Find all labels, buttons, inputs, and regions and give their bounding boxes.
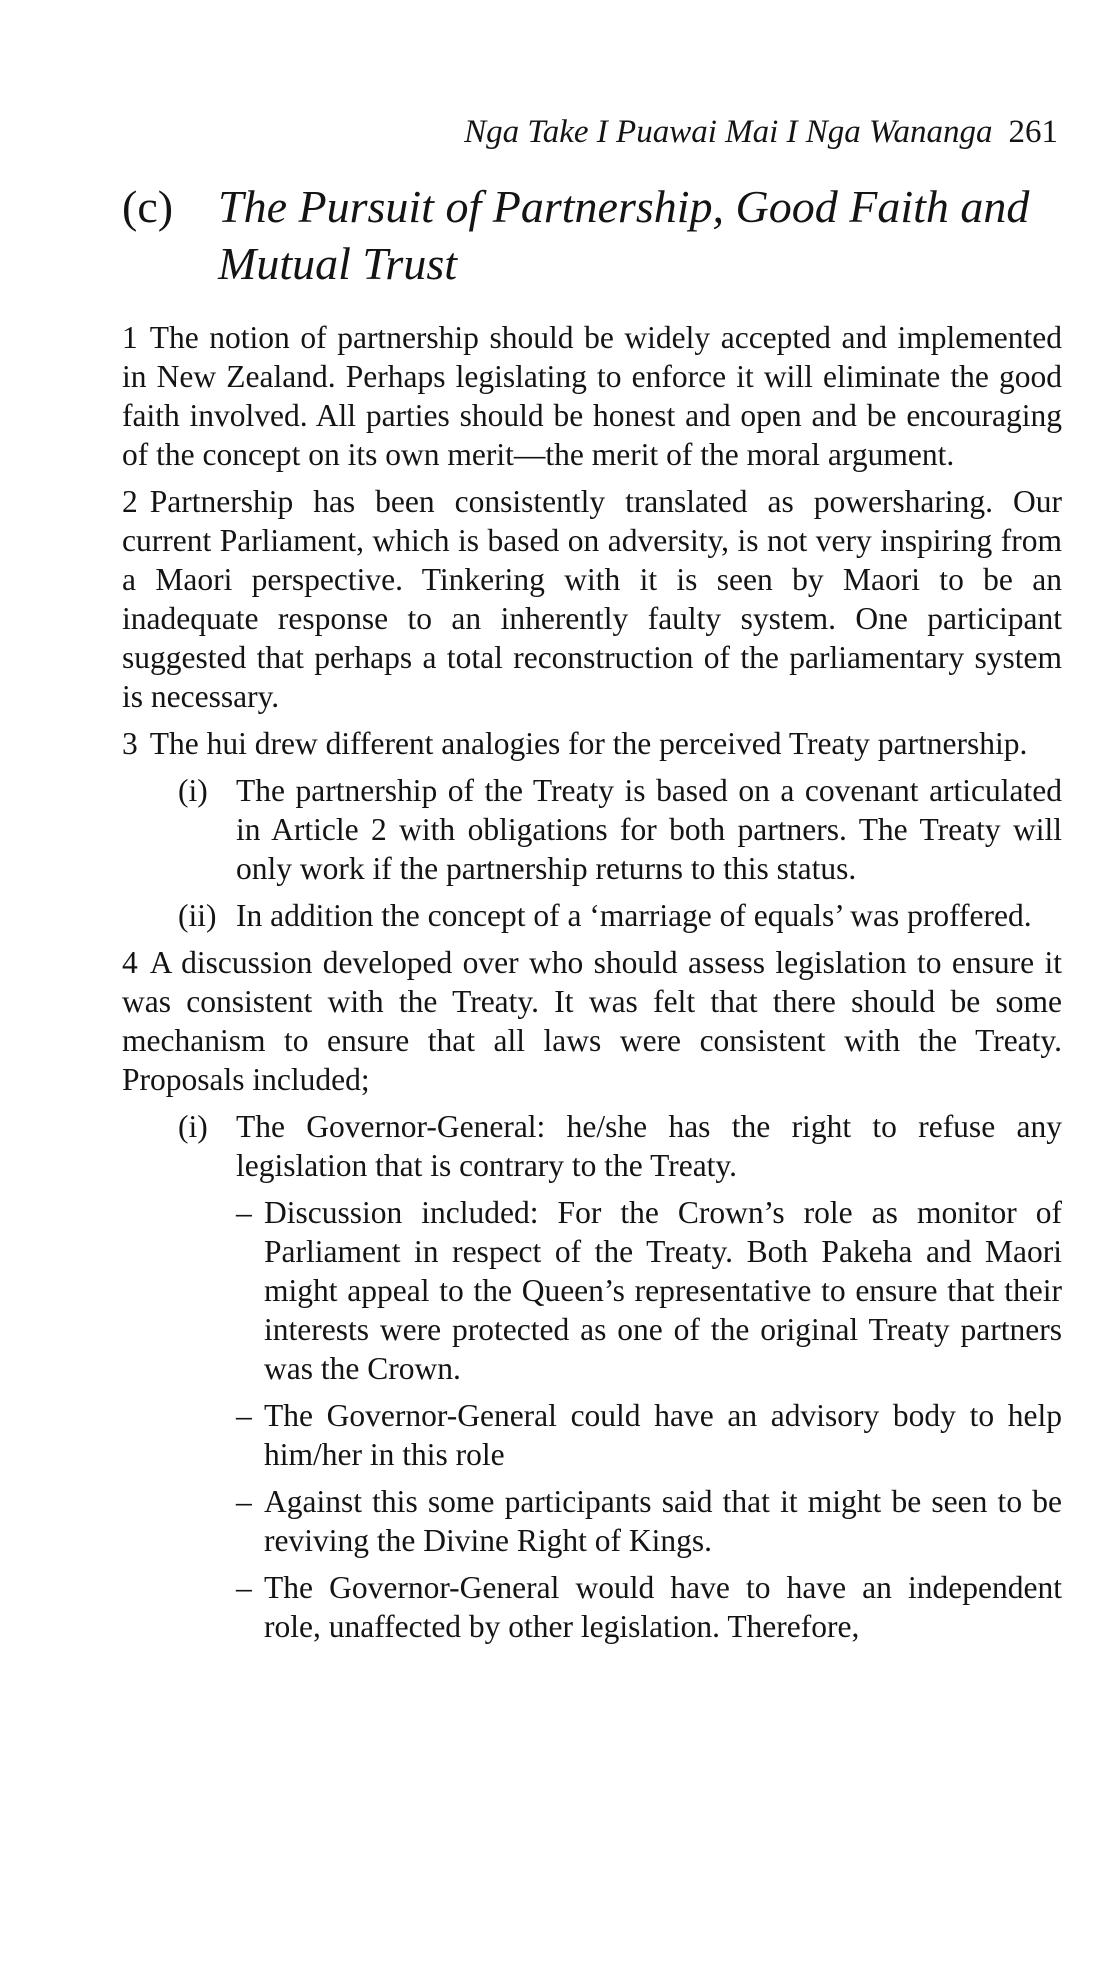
section-label: (c) (122, 181, 174, 232)
dash-item (236, 1193, 1062, 1388)
paragraph-4 (122, 943, 1062, 1099)
paragraph-text: Partnership has been consistently translated as powersharing. Our current Parliament, which is based on adversity, is not very inspiring from a Maori perspective. Tinkering with it is seen by Maori to be an inadequate response to an inherently faulty system. One participant suggested that perhaps a total reconstruction of the parliamentary system is necessary. (122, 484, 1062, 714)
paragraph-text: The hui drew different analogies for the perceived Treaty partnership. (149, 726, 1028, 761)
dash-item (236, 1568, 1062, 1646)
sub-item-marker: (ii) (178, 898, 217, 933)
sub-item-marker: (i) (178, 773, 208, 808)
paragraph-1 (122, 318, 1062, 474)
paragraph-text: The notion of partnership should be widely accepted and implemented in New Zealand. Perhaps legislating to enforce it will eliminate the good faith involved. All parties should be honest and open and be encouraging of the concept on its own merit—the merit of the moral argument. (122, 320, 1062, 472)
dash-marker: – (236, 1484, 252, 1519)
paragraph-number: 3 (122, 726, 138, 761)
paragraph-2 (122, 482, 1062, 716)
dash-item (236, 1482, 1062, 1560)
dash-item (236, 1396, 1062, 1474)
sub-item-text: The Governor-General: he/she has the right to refuse any legislation that is contrary to the Treaty. (236, 1109, 1062, 1183)
sub-item (178, 1107, 1062, 1185)
sub-item-text: The partnership of the Treaty is based on a covenant articulated in Article 2 with obligations for both partners. The Treaty will only work if the partnership returns to this status. (236, 773, 1062, 886)
dash-item-text: The Governor-General would have to have an independent role, unaffected by other legislation. Therefore, (264, 1570, 1062, 1644)
page-number: 261 (1008, 114, 1058, 150)
sub-item-text: In addition the concept of a ‘marriage of equals’ was proffered. (236, 898, 1032, 933)
dash-marker: – (236, 1570, 252, 1605)
dash-item-text: The Governor-General could have an advisory body to help him/her in this role (264, 1398, 1062, 1472)
dash-list (236, 1193, 1062, 1646)
dash-item-text: Against this some participants said that it might be seen to be reviving the Divine Right of Kings. (264, 1484, 1062, 1558)
running-title: Nga Take I Puawai Mai I Nga Wananga (464, 114, 993, 150)
paragraph-number: 4 (122, 945, 138, 980)
paragraph-number: 2 (122, 484, 138, 519)
sub-item-marker: (i) (178, 1109, 208, 1144)
running-header (464, 112, 1058, 152)
sub-item (178, 771, 1062, 888)
paragraph-3 (122, 724, 1062, 763)
paragraph-text: A discussion developed over who should assess legislation to ensure it was consistent with the Treaty. It was felt that there should be some mechanism to ensure that all laws were consistent with the Treaty. Proposals included; (122, 945, 1062, 1097)
paragraph-number: 1 (122, 320, 138, 355)
dash-marker: – (236, 1398, 252, 1433)
section-title: The Pursuit of Partnership, Good Faith and Mutual Trust (218, 181, 1030, 289)
sub-item (178, 896, 1062, 935)
section-heading (122, 178, 1062, 292)
body-text (122, 318, 1062, 1654)
dash-item-text: Discussion included: For the Crown’s role as monitor of Parliament in respect of the Treaty. Both Pakeha and Maori might appeal to the Queen’s representative to ensure that their interests were protected as one of the original Treaty partners was the Crown. (264, 1195, 1062, 1386)
dash-marker: – (236, 1195, 252, 1230)
